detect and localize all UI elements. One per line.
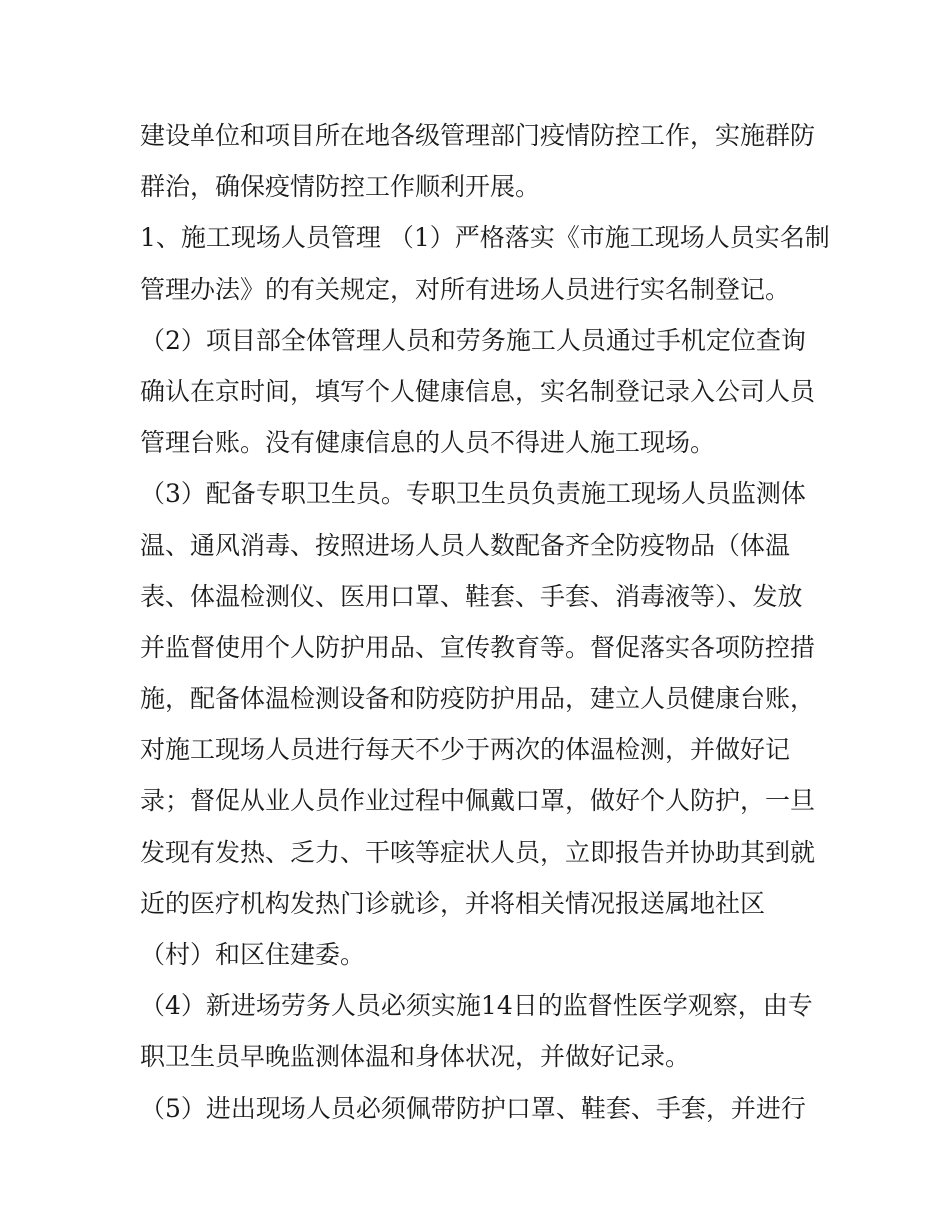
text-line: （4）新进场劳务人员必须实施14日的监督性医学观察，由专 — [140, 991, 813, 1021]
text-line: 建设单位和项目所在地各级管理部门疫情防控工作，实施群防 — [140, 121, 816, 150]
text-line: 并监督使用个人防护用品、宣传教育等。督促落实各项防控措 — [140, 632, 816, 662]
body-text — [140, 110, 830, 1134]
text-line: 群治，确保疫情防控工作顺利开展。 — [140, 172, 541, 202]
text-line: （3）配备专职卫生员。专职卫生员负责施工现场人员监测体 — [140, 479, 806, 509]
text-line: 发现有发热、乏力、干咳等症状人员，立即报告并协助其到就 — [140, 837, 816, 867]
text-line: 表、体温检测仪、医用口罩、鞋套、手套、消毒液等）、发放 — [140, 581, 803, 611]
text-line: 职卫生员早晚监测体温和身体状况，并做好记录。 — [140, 1042, 691, 1072]
text-line: 温、通风消毒、按照进场人员人数配备齐全防疫物品（体温 — [140, 530, 791, 560]
text-line: 1、施工现场人员管理 （1）严格落实《市施工现场人员实名制 — [140, 223, 830, 253]
text-line: 近的医疗机构发热门诊就诊，并将相关情况报送属地社区 — [140, 888, 766, 918]
text-line: 施，配备体温检测设备和防疫防护用品，建立人员健康台账， — [140, 684, 816, 714]
text-line: 录；督促从业人员作业过程中佩戴口罩，做好个人防护，一旦 — [140, 786, 816, 816]
text-line: 确认在京时间，填写个人健康信息，实名制登记录入公司人员 — [140, 376, 816, 406]
text-line: （村）和区住建委。 — [140, 940, 366, 969]
text-line: 管理办法》的有关规定，对所有进场人员进行实名制登记。 — [140, 274, 791, 304]
text-line: （2）项目部全体管理人员和劳务施工人员通过手机定位查询 — [140, 325, 806, 355]
text-line: （5）进出现场人员必须佩带防护口罩、鞋套、手套，并进行 — [140, 1093, 806, 1123]
text-line: 对施工现场人员进行每天不少于两次的体温检测，并做好记 — [140, 735, 791, 765]
text-line: 管理台账。没有健康信息的人员不得进人施工现场。 — [140, 428, 716, 458]
